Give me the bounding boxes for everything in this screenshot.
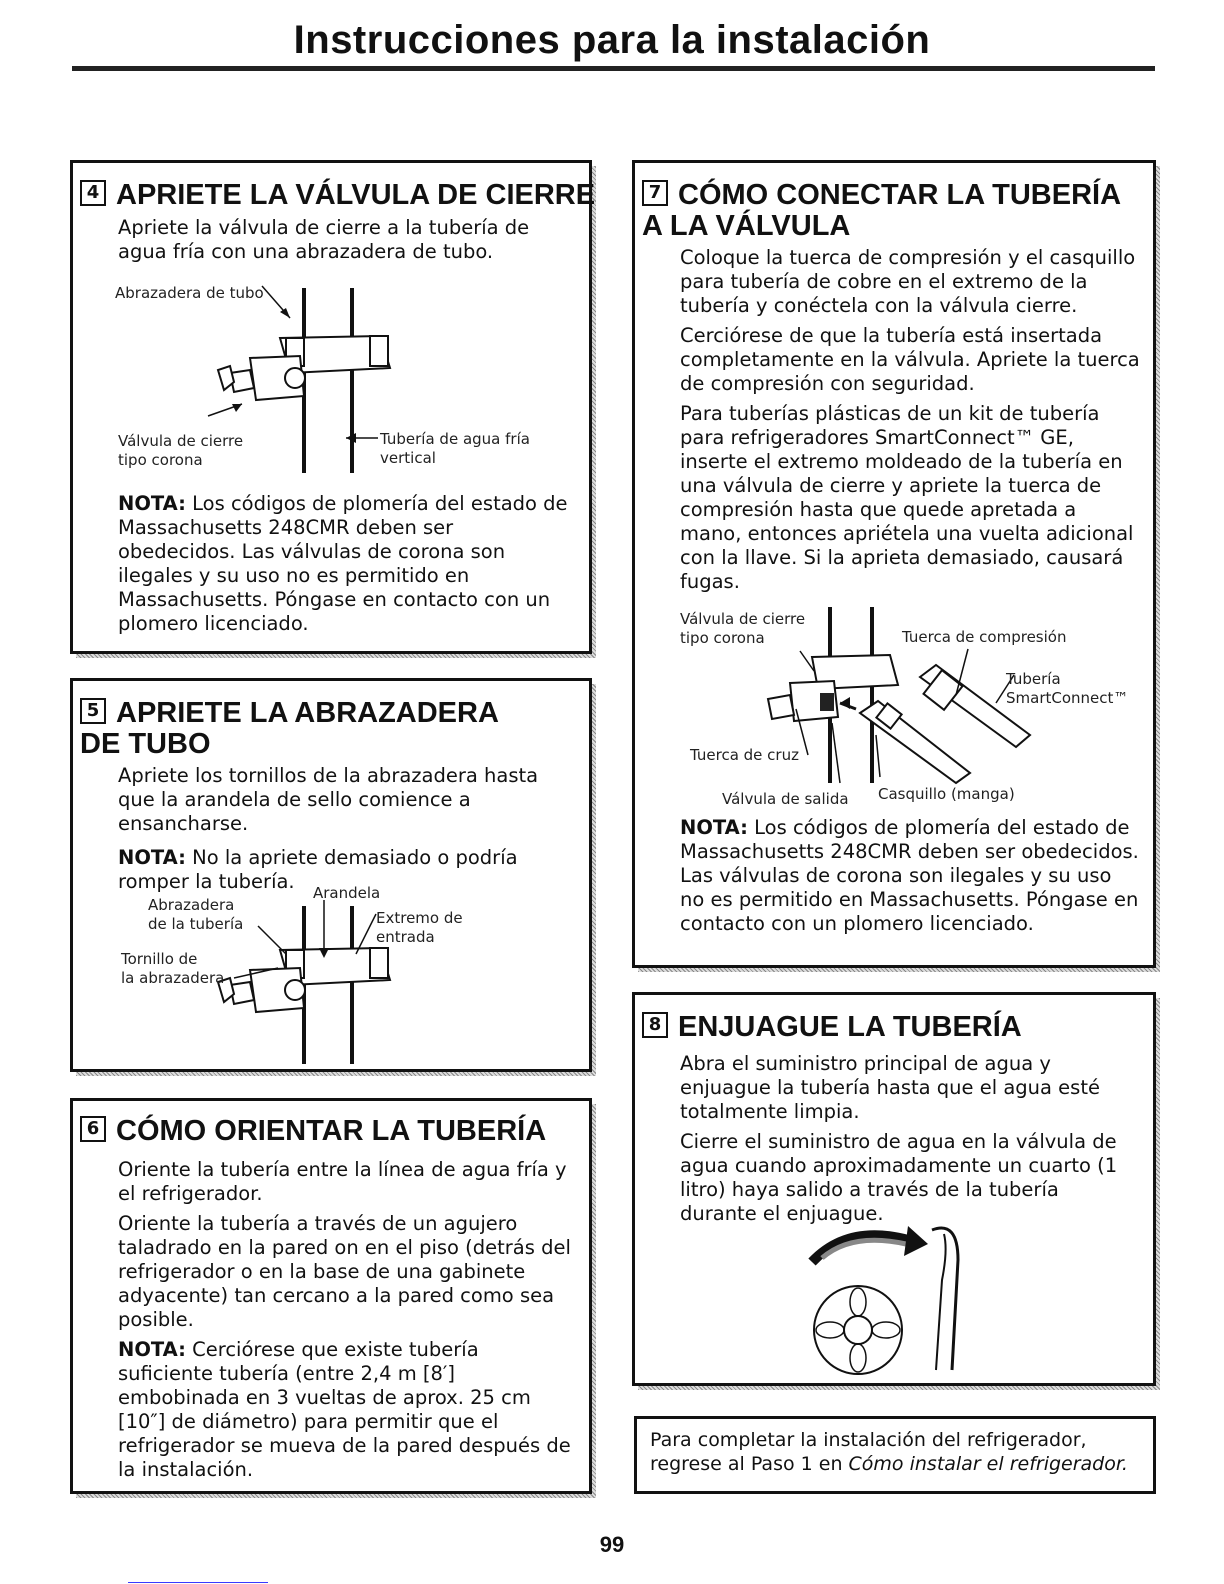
step4-diagram [200, 278, 500, 478]
step7-label-outlet: Válvula de salida [722, 790, 849, 808]
step7-text-1: Coloque la tuerca de compresión y el casquillo para tubería de cobre en el extremo de la tubería y conéctela con la válvula cierre. [680, 246, 1136, 317]
step7-number: 7 [642, 180, 668, 206]
step7-label-tube-1: Tubería [1006, 670, 1061, 688]
step5-label-screw-1: Tornillo de [121, 950, 198, 968]
step8-title: ENJUAGUE LA TUBERÍA [678, 1011, 1022, 1043]
step7-heading [642, 180, 1142, 242]
step4-label-pipe-1: Tubería de agua fría [380, 430, 530, 448]
step4-title: APRIETE LA VÁLVULA DE CIERRE [116, 179, 596, 211]
step8-heading [642, 1012, 1022, 1043]
step5-title: APRIETE LA ABRAZADERA DE TUBO [80, 697, 498, 760]
step4-note-text: Los códigos de plomería del estado de Massachusetts 248CMR deben ser obedecidos. Las válvulas de corona son ilegales y su uso no es permitido en Massachusetts. Póngase en contacto con un plomero licenciado. [118, 492, 568, 635]
step5-label-washer: Arandela [313, 884, 381, 902]
step7-text-3: Para tuberías plásticas de un kit de tubería para refrigeradores SmartConnect™ GE, inserte el extremo moldeado de la tubería en una válvula de cierre y apriete la tuerca de compresión hasta que quede apretada a mano, entonces apriétela una vuelta adicional con la llave. Si la aprieta demasiado, causará fugas. [680, 402, 1134, 593]
step4-label-valve-2: tipo corona [118, 451, 203, 469]
step7-text-2: Cerciórese de que la tubería está insertada completamente en la válvula. Apriete la tuerca de compresión con seguridad. [680, 324, 1140, 395]
step6-heading [80, 1116, 546, 1147]
step5-label-clamp-2: de la tubería [148, 915, 244, 933]
final-note-link-text: Cómo instalar el refrigerador. [848, 1453, 1128, 1475]
step4-heading [80, 180, 595, 211]
step6-text-2: Oriente la tubería a través de un agujero taladrado en la pared on en el piso (detrás del refrigerador o en la base de una gabinete adyacente) tan cercano a la pared como sea posible. [118, 1212, 571, 1331]
step7-label-sleeve: Casquillo (manga) [878, 785, 1015, 803]
step7-note [680, 816, 1140, 942]
step5-heading [80, 698, 540, 760]
step7-title: CÓMO CONECTAR LA TUBERÍA A LA VÁLVULA [642, 179, 1120, 242]
step4-number: 4 [80, 180, 106, 206]
final-note [650, 1428, 1128, 1476]
step6-note-text: Cerciórese que existe tubería suficiente tubería (entre 2,4 m [8′] embobinada en 3 vueltas de aprox. 25 cm [10″] de diámetro) para permitir que el refrigerador se mueva de la pared después de la instalación. [118, 1338, 571, 1481]
step4-label-clamp: Abrazadera de tubo [115, 284, 264, 302]
step4-note [118, 492, 573, 642]
step7-label-nut: Tuerca de compresión [902, 628, 1067, 646]
step8-text-2: Cierre el suministro de agua en la válvula de agua cuando aproximadamente un cuarto (1 litro) haya salido a través de la tubería durante el enjuague. [680, 1130, 1118, 1225]
step7-text [680, 246, 1140, 600]
step5-note-label: NOTA: [118, 846, 186, 869]
step6-text-1: Oriente la tubería entre la línea de agua fría y el refrigerador. [118, 1158, 567, 1205]
footer-line [128, 1582, 268, 1583]
step6-number: 6 [80, 1116, 106, 1142]
step7-label-valve-1: Válvula de cierre [680, 610, 806, 628]
step4-label-valve-1: Válvula de cierre [118, 432, 244, 450]
step5-text [118, 764, 573, 900]
step5-label-clamp-1: Abrazadera [148, 896, 235, 914]
final-note-line-2-text: regrese al Paso 1 en [650, 1453, 849, 1475]
step8-text [680, 1052, 1140, 1232]
step4-label-pipe-2: vertical [380, 449, 436, 467]
step7-label-cross-nut: Tuerca de cruz [690, 746, 799, 764]
final-note-line-2 [650, 1452, 1128, 1476]
step4-note-label: NOTA: [118, 492, 186, 515]
step7-note-text: Los códigos de plomería del estado de Massachusetts 248CMR deben ser obedecidos. Las válvulas de corona son ilegales y su uso no es permitido en Massachusetts. Póngase en contacto con un plomero licenciado. [680, 816, 1139, 935]
step8-number: 8 [642, 1012, 668, 1038]
step8-diagram [808, 1220, 988, 1380]
step4-instruction: Apriete la válvula de cierre a la tubería de agua fría con una abrazadera de tubo. [118, 216, 530, 263]
step6-title: CÓMO ORIENTAR LA TUBERÍA [116, 1115, 547, 1147]
step7-note-label: NOTA: [680, 816, 748, 839]
step6-text [118, 1158, 576, 1488]
final-note-line-1: Para completar la instalación del refrigerador, [650, 1429, 1087, 1451]
step6-note-label: NOTA: [118, 1338, 186, 1361]
step5-label-screw-2: la abrazadera [121, 969, 225, 987]
header-rule [72, 66, 1155, 71]
step8-text-1: Abra el suministro principal de agua y enjuague la tubería hasta que el agua esté totalmente limpia. [680, 1052, 1100, 1123]
step4-text [118, 216, 568, 270]
step5-note-text: No la apriete demasiado o podría romper la tubería. [118, 846, 518, 893]
step5-number: 5 [80, 698, 106, 724]
step7-label-valve-2: tipo corona [680, 629, 765, 647]
step5-instruction: Apriete los tornillos de la abrazadera hasta que la arandela de sello comience a ensancharse. [118, 764, 539, 835]
page-title: Instrucciones para la instalación [293, 18, 931, 62]
page-number: 99 [599, 1532, 625, 1557]
step5-label-inlet-2: entrada [376, 928, 435, 946]
step5-label-inlet-1: Extremo de [376, 909, 463, 927]
step7-label-tube-2: SmartConnect™ [1006, 689, 1129, 707]
